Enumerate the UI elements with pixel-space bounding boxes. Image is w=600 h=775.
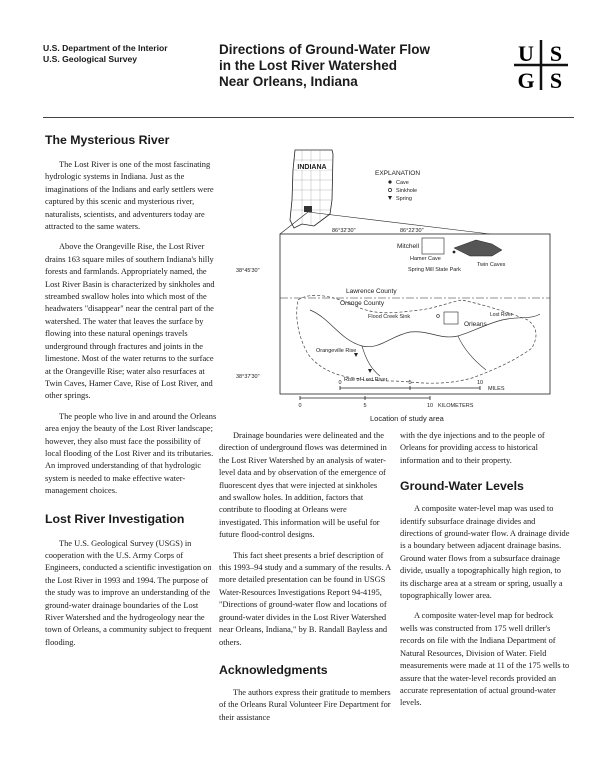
- twin-caves-label: Twin Caves: [477, 262, 506, 268]
- right-continuation-paragraph: with the dye injections and to the people of Orleans for providing access to historical information and to their property.: [400, 431, 545, 465]
- spring-icon: [368, 369, 372, 373]
- column-right: [400, 430, 570, 718]
- agency-block: [43, 43, 168, 65]
- study-area-map: [236, 140, 580, 425]
- scale-miles-10: 10: [476, 380, 484, 386]
- scale-km-5: 5: [363, 403, 367, 409]
- sinkhole-icon: [437, 315, 440, 318]
- lost-river-label: Lost River: [490, 312, 513, 318]
- section-heading-acknowledgments: Acknowledgments: [219, 662, 328, 677]
- column-middle: [219, 430, 391, 732]
- middle-paragraph-2: This fact sheet presents a brief description of this 1993–94 study and a summary of the results. A more detailed presentation can be found in USGS Water-Resources Investigations Report 94-4195, "Directions of ground-water flow and locations of ground-water divides in the Lost River Watershed near Orleans, Indiana," by B. Randall Bayless and others.: [219, 550, 391, 647]
- rise-of-lost-river-label: Rise of Lost River: [344, 377, 388, 383]
- mysterious-paragraph-2: Above the Orangeville Rise, the Lost River drains 163 square miles of southern Indiana's hilly forests and farmlands. Appropriately named, the Lost River Basin is characterized by sinkholes and streambed swallow holes into which most of the headwaters "disappear" near the central part of the watershed. The water that leaves the surface by flowing into these natural openings travels underground through fractures and joints in the limestone. Most of the water returns to the surface at the Orangeville Rise; water also resurfaces at Twin Caves, Hamer Cave, Rise of Lost River, and other springs.: [45, 242, 215, 401]
- legend-cave: Cave: [396, 180, 409, 186]
- sinkhole-icon: [388, 188, 391, 191]
- study-area-marker: [304, 206, 312, 212]
- scale-km-10: 10: [426, 403, 434, 409]
- orleans-label: Orleans: [464, 321, 487, 328]
- latitude-2: 38°37'30": [236, 374, 260, 380]
- document-title: [219, 42, 430, 90]
- groundwater-paragraph-2: A composite water-level map for bedrock wells was constructed from 175 well driller's records on file with the Indiana Department of Natural Resources, Division of Water. Field measurements were made at 11 of the 175 wells to assure that the water-level records provided an accurate representation of actual ground-water levels.: [400, 611, 570, 708]
- logo-u: U: [518, 41, 534, 66]
- orangeville-rise-label: Orangeville Rise: [316, 348, 357, 354]
- header-rule: [43, 117, 574, 118]
- hamer-cave-label: Hamer Cave: [410, 256, 441, 262]
- legend-spring: Spring: [396, 196, 412, 202]
- mysterious-paragraph-3: The people who live in and around the Orleans area enjoy the beauty of the Lost River landscape; however, they also must face the possibility of local flooding of the Lost River and its tributaries. An improved understanding of that hydrologic system is needed to make effective water-management choices.: [45, 411, 217, 496]
- orleans-town: [444, 312, 458, 324]
- logo-s-top: S: [549, 41, 563, 66]
- lawrence-county-label: Lawrence County: [346, 288, 397, 295]
- tributary-stream-east: [458, 336, 486, 370]
- scale-miles-label: MILES: [488, 386, 505, 392]
- logo-g: G: [517, 68, 535, 93]
- title-line-3: Near Orleans, Indiana: [219, 74, 358, 89]
- longitude-1: 86°32'30": [332, 228, 356, 234]
- scale-miles-0: 0: [338, 380, 342, 386]
- orange-county-label: Orange County: [340, 300, 385, 307]
- groundwater-paragraph-1: A composite water-level map was used to identify subsurface drainage divides and directions of ground-water flow. A drainage divide is a boundary between adjacent drainage basins. Ground water flows from a subsurface drainage divide, usually a topographically high region, to its discharge area at a stream or spring, usually a topographically lower area.: [400, 504, 570, 601]
- investigation-paragraph-1: The U.S. Geological Survey (USGS) in cooperation with the U.S. Army Corps of Engineers, conducted a scientific investigation on the Lost River in 1993 and 1994. The purpose of the study was to improve an understanding of the ground-water drainage boundaries of the Lost River Watershed and the hydrogeology near the town of Orleans, a community subject to frequent flooding.: [45, 538, 212, 647]
- map-legend: [375, 170, 420, 202]
- scale-miles-5: 5: [408, 380, 412, 386]
- mysterious-paragraph-1: The Lost River is one of the most fascinating hydrologic systems in Indiana. Just as the imaginations of the Indians and early settlers were captured by this scenic and mysterious river, naturalists, scientists, and adventurers today are attracted to the same waters.: [45, 160, 214, 232]
- scale-km-0: 0: [298, 403, 302, 409]
- indiana-label: INDIANA: [297, 164, 327, 171]
- section-heading-groundwater: Ground-Water Levels: [400, 479, 524, 494]
- flood-creek-label: Flood Creek Sink: [368, 314, 411, 320]
- cave-icon: [453, 251, 456, 254]
- tributary-stream: [362, 346, 380, 376]
- mitchell-town: [422, 238, 444, 254]
- title-line-2: in the Lost River Watershed: [219, 58, 398, 73]
- acknowledgments-paragraph: The authors express their gratitude to members of the Orleans Rural Volunteer Fire Department for their assistance: [219, 687, 391, 722]
- section-heading-mysterious: The Mysterious River: [45, 133, 170, 147]
- section-heading-investigation: Lost River Investigation: [45, 511, 185, 526]
- indiana-outline: [290, 150, 333, 228]
- watershed-boundary: [297, 295, 536, 383]
- mitchell-label: Mitchell: [397, 243, 420, 250]
- agency-line-1: U.S. Department of the Interior: [43, 43, 168, 53]
- longitude-2: 86°22'30": [400, 228, 424, 234]
- legend-sinkhole: Sinkhole: [396, 188, 418, 194]
- column-left: [45, 133, 217, 657]
- agency-line-2: U.S. Geological Survey: [43, 54, 138, 64]
- title-line-1: Directions of Ground-Water Flow: [219, 42, 430, 57]
- spring-icon: [388, 196, 392, 200]
- map-caption: Location of study area: [370, 414, 444, 423]
- cave-icon: [388, 180, 391, 183]
- legend-title: EXPLANATION: [375, 170, 421, 177]
- spring-mill-park-area: [454, 240, 502, 256]
- scale-km-label: KILOMETERS: [438, 403, 474, 409]
- middle-paragraph-1: Drainage boundaries were delineated and the direction of underground flows was determined in the Lost River Watershed by an analysis of water-level data and by observation of the emergence of fluorescent dyes that were injected at sinkholes and swallow holes. In addition, factors that contribute to flooding at Orleans were investigated. This information will be useful for future flood-control designs.: [219, 431, 387, 540]
- spring-mill-label: Spring Mill State Park: [408, 267, 461, 273]
- indiana-inset: [280, 150, 490, 234]
- latitude-1: 38°45'30": [236, 268, 260, 274]
- scale-bar: [298, 380, 504, 409]
- logo-s-bottom: S: [549, 68, 563, 93]
- usgs-logo: [510, 38, 572, 92]
